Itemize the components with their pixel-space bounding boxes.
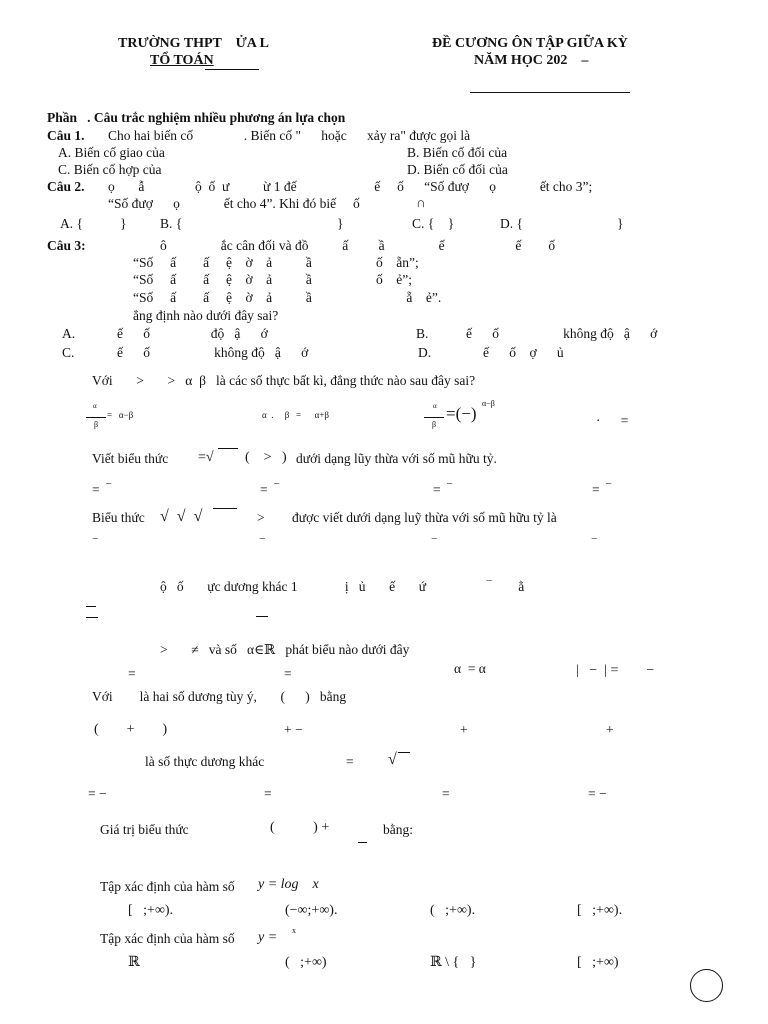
page-number-circle [690, 969, 723, 1002]
question-2-option-b[interactable]: B. { [160, 216, 183, 231]
question-5-condition: ( > ) [245, 450, 287, 465]
question-8-option-c[interactable]: α = α [454, 661, 486, 676]
fraction-bar-c [424, 417, 444, 418]
question-3-option-a[interactable]: ế ố độ ậ ớ [117, 326, 268, 341]
radical-bar-3 [398, 752, 410, 753]
question-1-option-a[interactable]: A. Biến cố giao của [58, 145, 165, 160]
question-13-exponent: x [292, 926, 296, 935]
question-12-stem: Tập xác định của hàm số [100, 879, 235, 894]
question-3-option-d-label[interactable]: D. [418, 345, 432, 360]
question-7-option-a-underline[interactable] [86, 617, 98, 618]
question-6-stem-end: được viết dưới dạng luỹ thừa với số mũ hữu tỷ là [292, 510, 557, 525]
header-divider [470, 92, 630, 93]
question-5-option-d[interactable]: = ‾ [592, 482, 611, 497]
fraction-denominator: β [94, 420, 99, 429]
question-13-stem: Tập xác định của hàm số [100, 931, 235, 946]
question-10-option-a[interactable]: = − [88, 786, 107, 801]
question-9-option-c[interactable]: + [460, 722, 468, 737]
question-10-option-d[interactable]: = − [588, 786, 607, 801]
question-3-option-a-label[interactable]: A. [62, 326, 76, 341]
question-5-stem: Viết biểu thức [92, 451, 169, 466]
question-13-function: y = [258, 930, 278, 945]
question-3-line1: ô ắc cân đối và đồ ấ ầ ế ế ố [160, 238, 556, 253]
question-1-option-d[interactable]: D. Biến cố đối của [407, 162, 508, 177]
question-5-radical: =√ [198, 450, 214, 465]
question-4-stem: Với > > α β là các số thực bất kì, đẳng thức nào sau đây sai? [92, 373, 476, 388]
question-11-stem: Giá trị biểu thức [100, 822, 189, 837]
school-name: TRƯỜNG THPT ỬA L [118, 36, 269, 51]
question-13-option-d[interactable]: [ ;+∞) [577, 955, 619, 970]
question-2-option-a[interactable]: A. { } [60, 216, 127, 231]
question-2-option-b-brace: } [337, 216, 344, 231]
question-2-option-d[interactable]: D. { [500, 216, 523, 231]
question-8-option-a[interactable]: = [128, 666, 136, 681]
question-5-option-a[interactable]: = ‾ [92, 482, 111, 497]
department-name: TỔ TOÁN [150, 53, 214, 68]
department-underline [205, 69, 259, 70]
fraction-denominator-c: β [432, 420, 437, 429]
school-year: NĂM HỌC 202 – [474, 53, 589, 68]
question-12-option-d[interactable]: [ ;+∞). [577, 903, 623, 918]
question-2-option-d-brace: } [617, 216, 624, 231]
question-1-option-b[interactable]: B. Biến cố đối của [407, 145, 508, 160]
question-10-equals: = [346, 754, 354, 769]
question-3-prompt: ẳng định nào dưới đây sai? [133, 308, 279, 323]
question-1-stem: Cho hai biến cố . Biến cố " hoặc xảy ra" được gọi là [108, 128, 471, 143]
question-6-option-d[interactable]: ‾ [592, 537, 597, 552]
question-3-option-c[interactable]: ế ố không độ ậ ớ [117, 345, 309, 360]
question-6-stem: Biểu thức [92, 510, 145, 525]
question-6-option-a[interactable]: ‾ [93, 537, 98, 552]
question-11-fraction-bar [358, 842, 367, 843]
question-3-number: Câu 3: [47, 238, 86, 253]
question-3-option-b-label[interactable]: B. [416, 326, 429, 341]
question-4-option-c[interactable]: =(−) [446, 404, 477, 423]
radical-bar-2 [213, 508, 237, 509]
question-3-option-c-label[interactable]: C. [62, 345, 75, 360]
question-6-option-b[interactable]: ‾ [260, 537, 265, 552]
question-7-option-b-underline[interactable] [256, 616, 268, 617]
question-6-option-c[interactable]: ‾ [432, 537, 437, 552]
question-5-option-c[interactable]: = ‾ [433, 482, 452, 497]
question-9-option-a[interactable]: ( + ) [94, 722, 168, 737]
question-5-stem-end: dưới dạng lũy thừa với số mũ hữu tỷ. [296, 451, 497, 466]
question-8-stem: > ≠ và số α∈ℝ phát biểu nào dưới đây [160, 642, 410, 657]
question-10-option-c[interactable]: = [442, 786, 450, 801]
question-12-function: y = log x [258, 877, 319, 892]
fraction-numerator: α [93, 402, 97, 410]
question-12-option-b[interactable]: (−∞;+∞). [285, 903, 338, 918]
question-1-option-c[interactable]: C. Biến cố hợp của [58, 162, 162, 177]
question-13-option-b[interactable]: ( ;+∞) [285, 955, 327, 970]
question-11-tail: bằng: [383, 822, 413, 837]
question-2-number: Câu 2. [47, 179, 85, 194]
question-8-option-b[interactable]: = [284, 666, 292, 681]
question-3-event-b: “Số ấ ấ ệ ờ ả ầ ố ẻ”; [133, 272, 412, 287]
question-4-option-b[interactable]: α . β = α+β [262, 410, 329, 420]
question-10-stem: là số thực dương khác [145, 754, 265, 769]
question-3-event-a: “Số ấ ấ ệ ờ ả ầ ố ẵn”; [133, 255, 419, 270]
intersection-symbol: ∩ [416, 195, 426, 210]
question-2-option-c[interactable]: C. { } [412, 216, 455, 231]
question-3-option-b[interactable]: ế ố không độ ậ ớ [466, 326, 658, 341]
fraction-numerator-c: α [433, 402, 437, 410]
question-10-radical: √ [388, 751, 397, 768]
question-5-option-b[interactable]: = ‾ [260, 482, 279, 497]
question-12-option-a[interactable]: [ ;+∞). [128, 903, 174, 918]
question-6-condition: > [257, 510, 265, 525]
question-2-stem-line1: ọ ẫ ộ ố ư ừ 1 đế ế ố “Số đượ ọ ết cho 3”; [108, 179, 593, 194]
question-10-option-b[interactable]: = [264, 786, 272, 801]
question-1-number: Câu 1. [47, 128, 85, 143]
question-13-option-c[interactable]: ℝ \ { } [430, 955, 477, 970]
question-12-option-c[interactable]: ( ;+∞). [430, 903, 476, 918]
question-7-stem: ộ ố ực dương khác 1 ị ủ ế ứ ‾ ằ [160, 579, 525, 594]
question-7-option-a-bar [86, 606, 96, 607]
question-9-option-d[interactable]: + [606, 722, 614, 737]
question-4-option-c-exponent: α−β [482, 399, 495, 408]
question-13-option-a[interactable]: ℝ [128, 955, 140, 970]
question-9-stem: Với là hai số dương tùy ý, ( ) bằng [92, 689, 347, 704]
question-3-event-c: “Số ấ ấ ệ ờ ả ầ ẵ ẻ”. [133, 290, 442, 305]
part-heading: Phần . Câu trắc nghiệm nhiều phương án lựa chọn [47, 110, 346, 125]
radical-bar [218, 448, 238, 449]
question-2-stem-line2: “Số đượ ọ ết cho 4”. Khi đó biế ố [108, 196, 360, 211]
question-3-option-d[interactable]: ế ố ợ ủ [483, 345, 564, 360]
question-9-option-b[interactable]: + − [284, 722, 303, 737]
exam-title: ĐỀ CƯƠNG ÔN TẬP GIỮA KỲ [432, 36, 628, 51]
question-4-option-d[interactable]: · = [596, 413, 629, 428]
fraction-bar [86, 417, 106, 418]
question-4-option-a[interactable]: = α−β [107, 410, 134, 420]
question-11-expression: ( ) + [270, 820, 330, 835]
question-6-radicals: √ √ √ [160, 508, 203, 525]
question-8-option-d[interactable]: | − | = − [576, 663, 655, 678]
